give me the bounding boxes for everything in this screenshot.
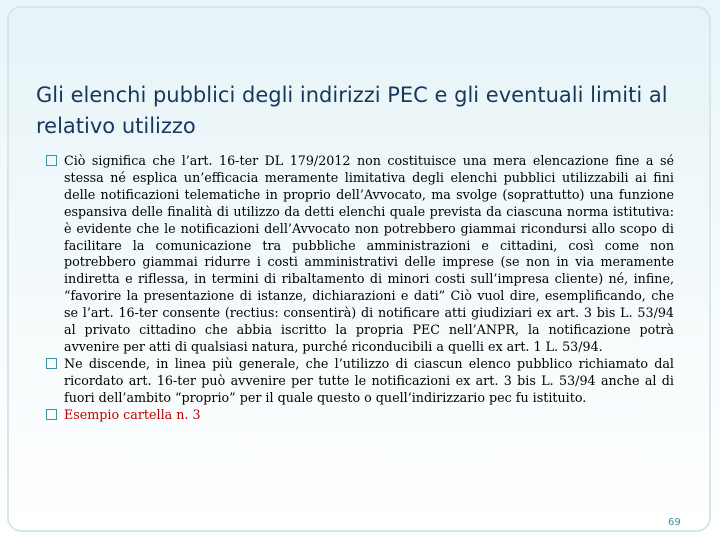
bullet-item (46, 356, 674, 407)
page-number: 69 (668, 517, 681, 528)
bullet-item (46, 407, 674, 424)
bullet-list (46, 153, 674, 424)
bullet-text: Ciò significa che l’art. 16-ter DL 179/2012 non costituisce una mera elencazione fine a sé stessa né esplica un’efficacia meramente limitativa degli elenchi pubblici utilizzabili ai fini delle notificazioni telematiche in proprio dell’Avvocato, ma svolge (soprattutto) una funzione espansiva delle finalità di utilizzo da detti elenchi quale prevista da ciascuna norma istitutiva: è evidente che le notificazioni dell’Avvocato non potrebbero giammai ricondursi allo scopo di facilitare la comunicazione tra pubbliche amministrazioni e cittadini, così come non potrebbero giammai ridurre i costi amministrativi delle imprese (se non in via meramente indiretta e riflessa, in termini di ribaltamento di minori costi sull’impresa cliente) né, infine, “favorire la presentazione di istanze, dichiarazioni e dati” Ciò vuol dire, esemplificando, che se l’art. 16-ter consente (rectius: consentirà) di notificare atti giudiziari ex art. 3 bis L. 53/94 al privato cittadino che abbia iscritto la propria PEC nell’ANPR, la notificazione potrà avvenire per atti di qualsiasi natura, purché riconducibili a quelli ex art. 1 L. 53/94. (64, 153, 674, 354)
hollow-square-bullet-icon (46, 358, 57, 369)
bullet-text-highlight: Esempio cartella n. 3 (64, 406, 201, 422)
bullet-item (46, 153, 674, 356)
bullet-text: Ne discende, in linea più generale, che l’utilizzo di ciascun elenco pubblico richiamato dal ricordato art. 16-ter può avvenire per tutte le notificazioni ex art. 3 bis L. 53/94 anche al di fuori dell’ambito “proprio” per il quale questo o quell’indirizzario pec fu istituito. (64, 355, 674, 405)
hollow-square-bullet-icon (46, 409, 57, 420)
slide-title: Gli elenchi pubblici degli indirizzi PEC e gli eventuali limiti al relativo utilizzo (36, 83, 668, 138)
hollow-square-bullet-icon (46, 155, 57, 166)
